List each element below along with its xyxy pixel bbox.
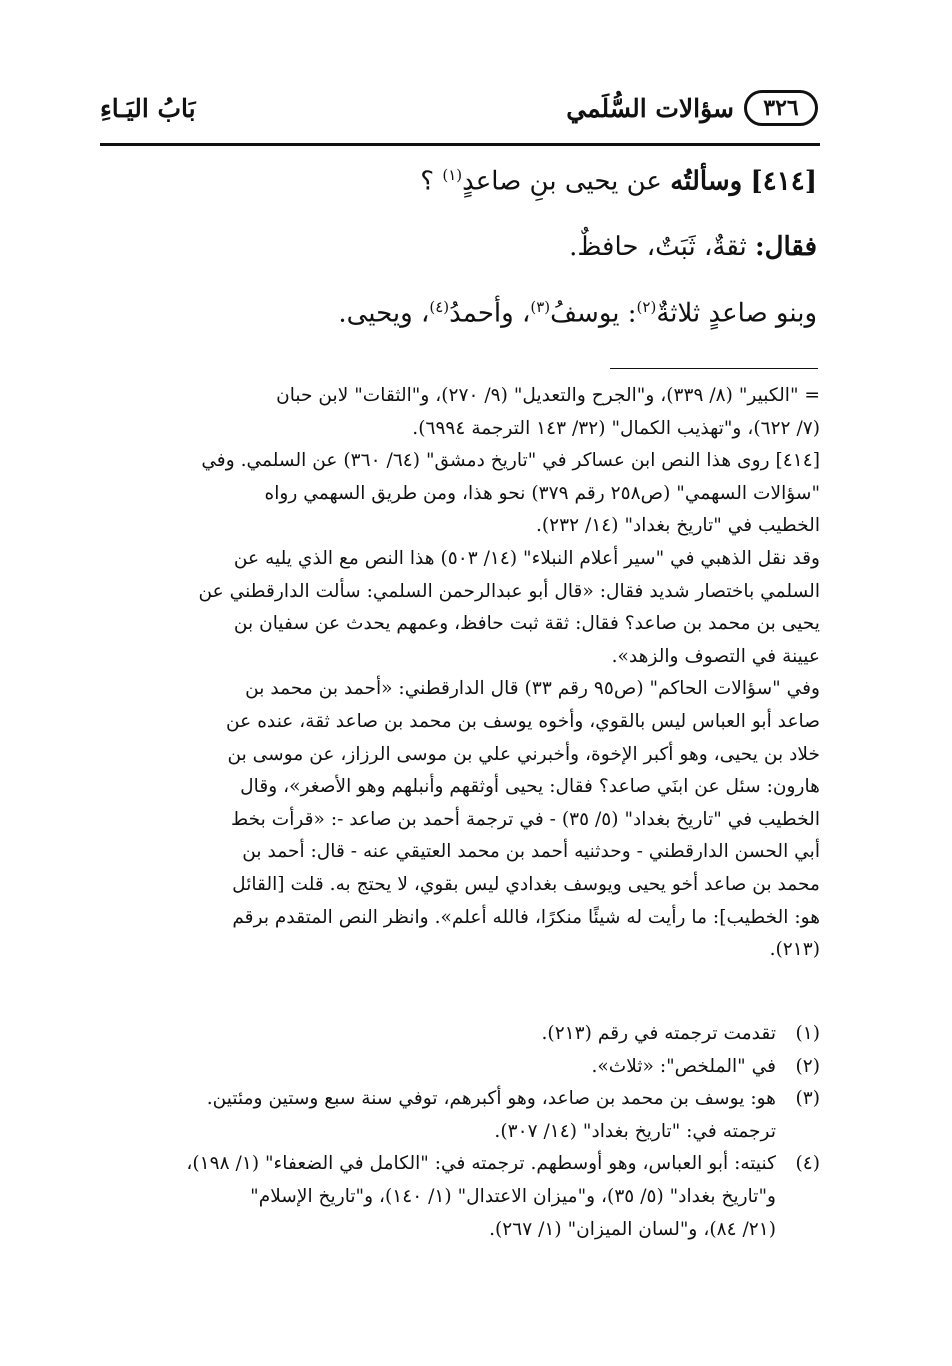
header-divider bbox=[100, 143, 820, 146]
note-entry-ref: [٤١٤] bbox=[775, 450, 820, 472]
question-line bbox=[420, 166, 817, 197]
footnote-item bbox=[112, 1051, 820, 1084]
note-line: (٧/ ٦٢٢)، و"تهذيب الكمال" (٣٢/ ١٤٣ الترجمة ٦٩٩٤). bbox=[412, 417, 820, 439]
note-line: صاعد أبو العباس ليس بالقوي، وأخوه يوسف بن محمد بن صاعد ثقة، عنده عن bbox=[226, 710, 820, 732]
footnote-ref-1: (١) bbox=[442, 166, 463, 184]
footnote-text: كنيته: أبو العباس، وهو أوسطهم. ترجمته في: "الكامل في الضعفاء" (١/ ١٩٨)، bbox=[186, 1153, 776, 1175]
footnote-text: ترجمته في: "تاريخ بغداد" (١٤/ ٣٠٧). bbox=[494, 1120, 776, 1142]
note-line: السلمي باختصار شديد فقال: «قال أبو عبدالرحمن السلمي: سألت الدارقطني عن bbox=[198, 580, 820, 602]
note-line: الخطيب في "تاريخ بغداد" (٥/ ٣٥) - في ترجمة أحمد بن صاعد -: «قرأت بخط bbox=[230, 808, 820, 830]
question-text: عن يحيى بنِ صاعدٍ bbox=[462, 166, 662, 197]
sons-text-c: ، وأحمدُ bbox=[449, 298, 531, 329]
note-line: هو: الخطيب]: ما رأيت له شيئًا منكرًا، فالله أعلم». وانظر النص المتقدم برقم bbox=[232, 906, 820, 928]
note-line: محمد بن صاعد أخو يحيى ويوسف بغدادي ليس بقوي، لا يحتج به. قلت [القائل bbox=[232, 873, 820, 895]
sons-text-a: وبنو صاعدٍ ثلاثةٌ bbox=[656, 298, 817, 329]
note-line: عيينة في التصوف والزهد». bbox=[611, 645, 820, 667]
footnote-mark: (١) bbox=[795, 1023, 820, 1044]
note-line: الخطيب في "تاريخ بغداد" (١٤/ ٢٣٢). bbox=[535, 515, 820, 537]
note-line: = "الكبير" (٨/ ٣٣٩)، و"الجرح والتعديل" (٩/ ٢٧٠)، و"الثقات" لابن حبان bbox=[276, 385, 820, 406]
running-header bbox=[100, 88, 818, 134]
sons-text-d: ، ويحيى. bbox=[338, 298, 430, 329]
footnote-text: في "الملخص": «ثلاث». bbox=[591, 1055, 776, 1077]
question-lead: وسألتُه bbox=[670, 166, 743, 197]
note-line: خلاد بن يحيى، وهو أكبر الإخوة، وأخبرني علي بن موسى الرزاز، عن موسى بن bbox=[227, 743, 820, 765]
answer-lead: فقال: bbox=[755, 232, 817, 262]
footnote-text: تقدمت ترجمته في رقم (٢١٣). bbox=[541, 1023, 776, 1044]
note-line: وفي "سؤالات الحاكم" (ص٩٥ رقم ٣٣) قال الدارقطني: «أحمد بن محمد بن bbox=[245, 678, 820, 700]
footnote-item bbox=[112, 1148, 820, 1246]
entry-number: [٤١٤] bbox=[750, 166, 817, 197]
question-mark: ؟ bbox=[420, 166, 435, 197]
editor-notes bbox=[112, 380, 820, 967]
note-line: هارون: سئل عن ابنَي صاعد؟ فقال: يحيى أوثقهم وأنبلهم وهو الأصغر»، وقال bbox=[240, 776, 820, 798]
sons-line bbox=[338, 298, 817, 329]
footnote-text: هو: يوسف بن محمد بن صاعد، وهو أكبرهم، توفي سنة سبع وستين ومئتين. bbox=[206, 1088, 776, 1110]
footnote-item bbox=[112, 1018, 820, 1051]
footnote-mark: (٢) bbox=[795, 1055, 820, 1077]
book-title: سؤالات السُّلَمي bbox=[566, 94, 734, 123]
footnote-text: و"تاريخ بغداد" (٥/ ٣٥)، و"ميزان الاعتدال" (١/ ١٤٠)، و"تاريخ الإسلام" bbox=[250, 1185, 776, 1207]
page-number: ٣٢٦ bbox=[744, 90, 818, 126]
answer-text: ثقةٌ، ثَبَتٌ، حافظٌ. bbox=[569, 232, 747, 262]
note-line: وقد نقل الذهبي في "سير أعلام النبلاء" (١٤/ ٥٠٣) هذا النص مع الذي يليه عن bbox=[233, 547, 820, 569]
sons-text-b: : يوسفُ bbox=[550, 298, 637, 329]
footnote-item bbox=[112, 1083, 820, 1148]
footnote-mark: (٤) bbox=[795, 1153, 820, 1175]
footnote-separator bbox=[610, 368, 818, 369]
note-line: يحيى بن محمد بن صاعد؟ فقال: ثقة ثبت حافظ، وعمهم يحدث عن سفيان بن bbox=[233, 613, 820, 635]
note-line: (٢١٣). bbox=[769, 939, 820, 961]
footnote-mark: (٣) bbox=[795, 1088, 820, 1110]
footnote-text: (٢١/ ٨٤)، و"لسان الميزان" (١/ ٢٦٧). bbox=[489, 1218, 776, 1240]
footnote-list bbox=[112, 1018, 820, 1246]
answer-line bbox=[569, 232, 817, 262]
footnote-ref-4: (٤) bbox=[429, 298, 450, 316]
note-line: "سؤالات السهمي" (ص٢٥٨ رقم ٣٧٩) نحو هذا، ومن طريق السهمي رواه bbox=[264, 482, 820, 504]
chapter-title: بَابُ اليَـاءِ bbox=[100, 94, 196, 123]
footnote-ref-2: (٢) bbox=[636, 298, 657, 316]
note-line: أبي الحسن الدارقطني - وحدثنيه أحمد بن محمد العتيقي عنه - قال: أحمد بن bbox=[242, 841, 820, 863]
note-line: [٤١٤] روى هذا النص ابن عساكر في "تاريخ دمشق" (٦٤/ ٣٦٠) عن السلمي. وفي bbox=[201, 450, 820, 472]
footnote-ref-3: (٣) bbox=[530, 298, 551, 316]
